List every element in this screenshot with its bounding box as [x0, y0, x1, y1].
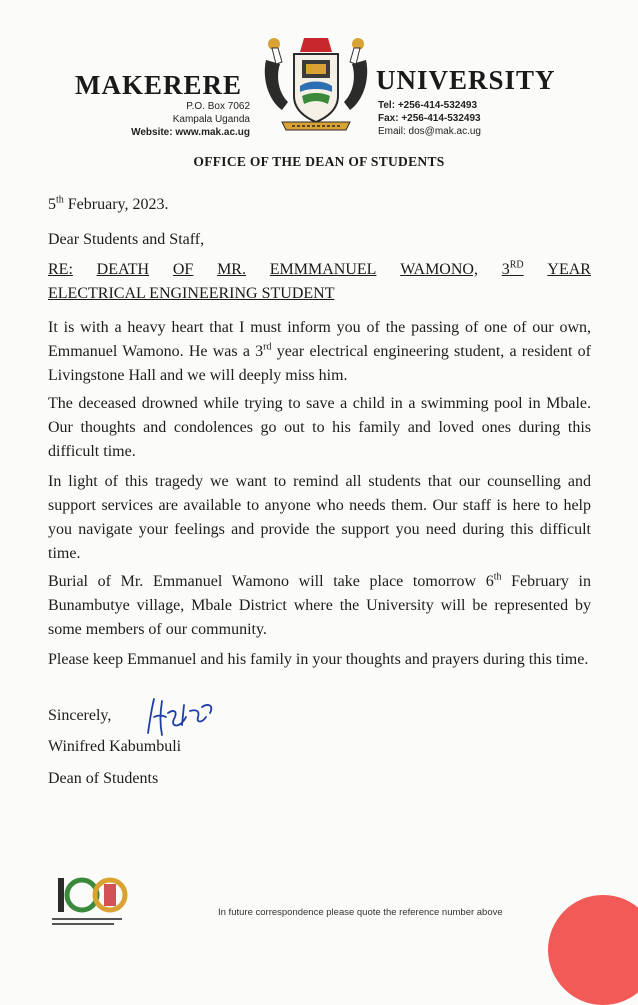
- centenary-logo-icon: [48, 870, 138, 930]
- re-word: OF: [172, 261, 194, 278]
- re-word: WAMONO,: [400, 261, 478, 278]
- university-crest-icon: [252, 30, 380, 138]
- footer-note: In future correspondence please quote the reference number above: [218, 907, 503, 918]
- paragraph-5: Please keep Emmanuel and his family in your thoughts and prayers during this time.: [48, 651, 589, 668]
- city: Kampala Uganda: [172, 114, 250, 125]
- paragraph-1: [48, 316, 591, 388]
- fax: Fax: +256-414-532493: [378, 113, 481, 124]
- paragraph-2: The deceased drowned while trying to save a child in a swimming pool in Mbale. Our thoughts and condolences go out to his family and loved ones during this difficult time.: [48, 395, 591, 460]
- date-day: 5: [48, 196, 56, 213]
- website: Website: www.mak.ac.ug: [131, 127, 250, 138]
- email: Email: dos@mak.ac.ug: [378, 126, 481, 137]
- re-word: RE:: [48, 261, 73, 278]
- signer-name: Winifred Kabumbuli: [48, 738, 182, 755]
- date-sup: th: [56, 194, 64, 206]
- re-year: [502, 258, 524, 282]
- re-word: YEAR: [547, 261, 591, 278]
- p1-text-a: It is with a heavy heart that I must inform you of the passing of one of our own, Emmanuel Wamono. He was a 3: [48, 319, 591, 360]
- po-box: P.O. Box 7062: [186, 101, 250, 112]
- paragraph-3: In light of this tragedy we want to remind all students that our counselling and support services are available to anyone who needs them. Our staff is here to help you navigate your feelings and provide the support you need during this difficult time.: [48, 473, 591, 562]
- university-name-left: MAKERERE: [75, 70, 243, 100]
- date-rest: February, 2023.: [63, 196, 169, 213]
- re-word: MR.: [217, 261, 246, 278]
- re-year-num: 3: [501, 261, 510, 278]
- address-block: [120, 100, 250, 139]
- p4-text-a: Burial of Mr. Emmanuel Wamono will take place tomorrow 6: [48, 573, 494, 590]
- tel: Tel: +256-414-532493: [378, 100, 478, 111]
- p1-sup: rd: [263, 341, 272, 353]
- red-stamp-icon: [548, 895, 638, 1005]
- subject-line: [48, 258, 591, 306]
- paragraph-4: [48, 570, 591, 642]
- subject-line-2: ELECTRICAL ENGINEERING STUDENT: [48, 285, 335, 302]
- re-word: EMMMANUEL: [269, 261, 377, 278]
- re-year-sup: RD: [509, 259, 524, 271]
- closing: Sincerely,: [48, 707, 112, 724]
- salutation: Dear Students and Staff,: [48, 231, 205, 248]
- signature-icon: [140, 695, 220, 737]
- signer-title: Dean of Students: [48, 770, 159, 787]
- office-heading: OFFICE OF THE DEAN OF STUDENTS: [193, 154, 445, 169]
- p4-sup: th: [493, 571, 502, 583]
- p4-text-b: February in Bunambutye village, Mbale District where the University will be represented by some members of our community.: [48, 573, 592, 638]
- university-name-right: UNIVERSITY: [376, 65, 556, 95]
- re-word: DEATH: [96, 261, 150, 278]
- p1-text-b: year electrical engineering student, a resident of Livingstone Hall and we will deeply miss him.: [48, 343, 592, 384]
- contact-block: [378, 99, 481, 138]
- letter-date: [48, 193, 169, 217]
